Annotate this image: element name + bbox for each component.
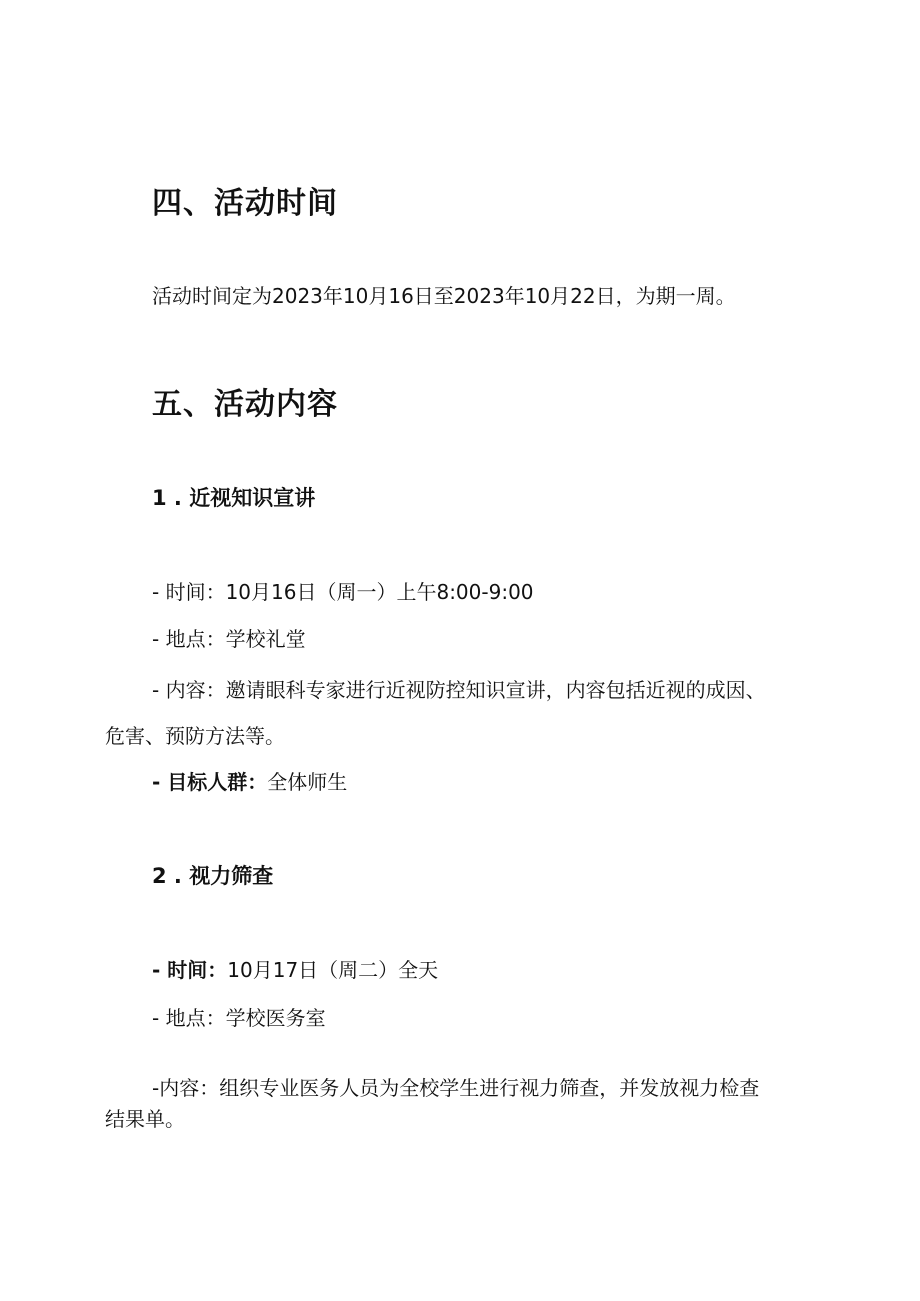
item1-content-line2: 危害、预防方法等。 (105, 724, 285, 748)
item1-place: - 地点：学校礼堂 (152, 627, 306, 651)
item2-time-value: 10月17日（周二）全天 (227, 958, 439, 982)
section5-heading: 五、活动内容 (152, 387, 338, 422)
section4-text: 活动时间定为2023年10月16日至2023年10月22日，为期一周。 (152, 284, 736, 308)
section4-heading: 四、活动时间 (152, 186, 338, 221)
item2-time (152, 960, 438, 980)
item2-content-line1: -内容：组织专业医务人员为全校学生进行视力筛查，并发放视力检查 (152, 1076, 760, 1100)
item2-title: 2 . 视力筛查 (152, 864, 274, 888)
item1-title: 1 . 近视知识宣讲 (152, 486, 316, 510)
item2-content-line2: 结果单。 (105, 1107, 185, 1131)
item2-time-label: - 时间： (152, 958, 228, 982)
item1-time: - 时间：10月16日（周一）上午8:00-9:00 (152, 580, 534, 604)
item1-target (152, 772, 347, 792)
item1-target-value: 全体师生 (267, 770, 348, 794)
item1-target-label: - 目标人群： (152, 770, 268, 794)
item1-content-line1: - 内容：邀请眼科专家进行近视防控知识宣讲，内容包括近视的成因、 (152, 678, 766, 702)
item2-place: - 地点：学校医务室 (152, 1006, 326, 1030)
